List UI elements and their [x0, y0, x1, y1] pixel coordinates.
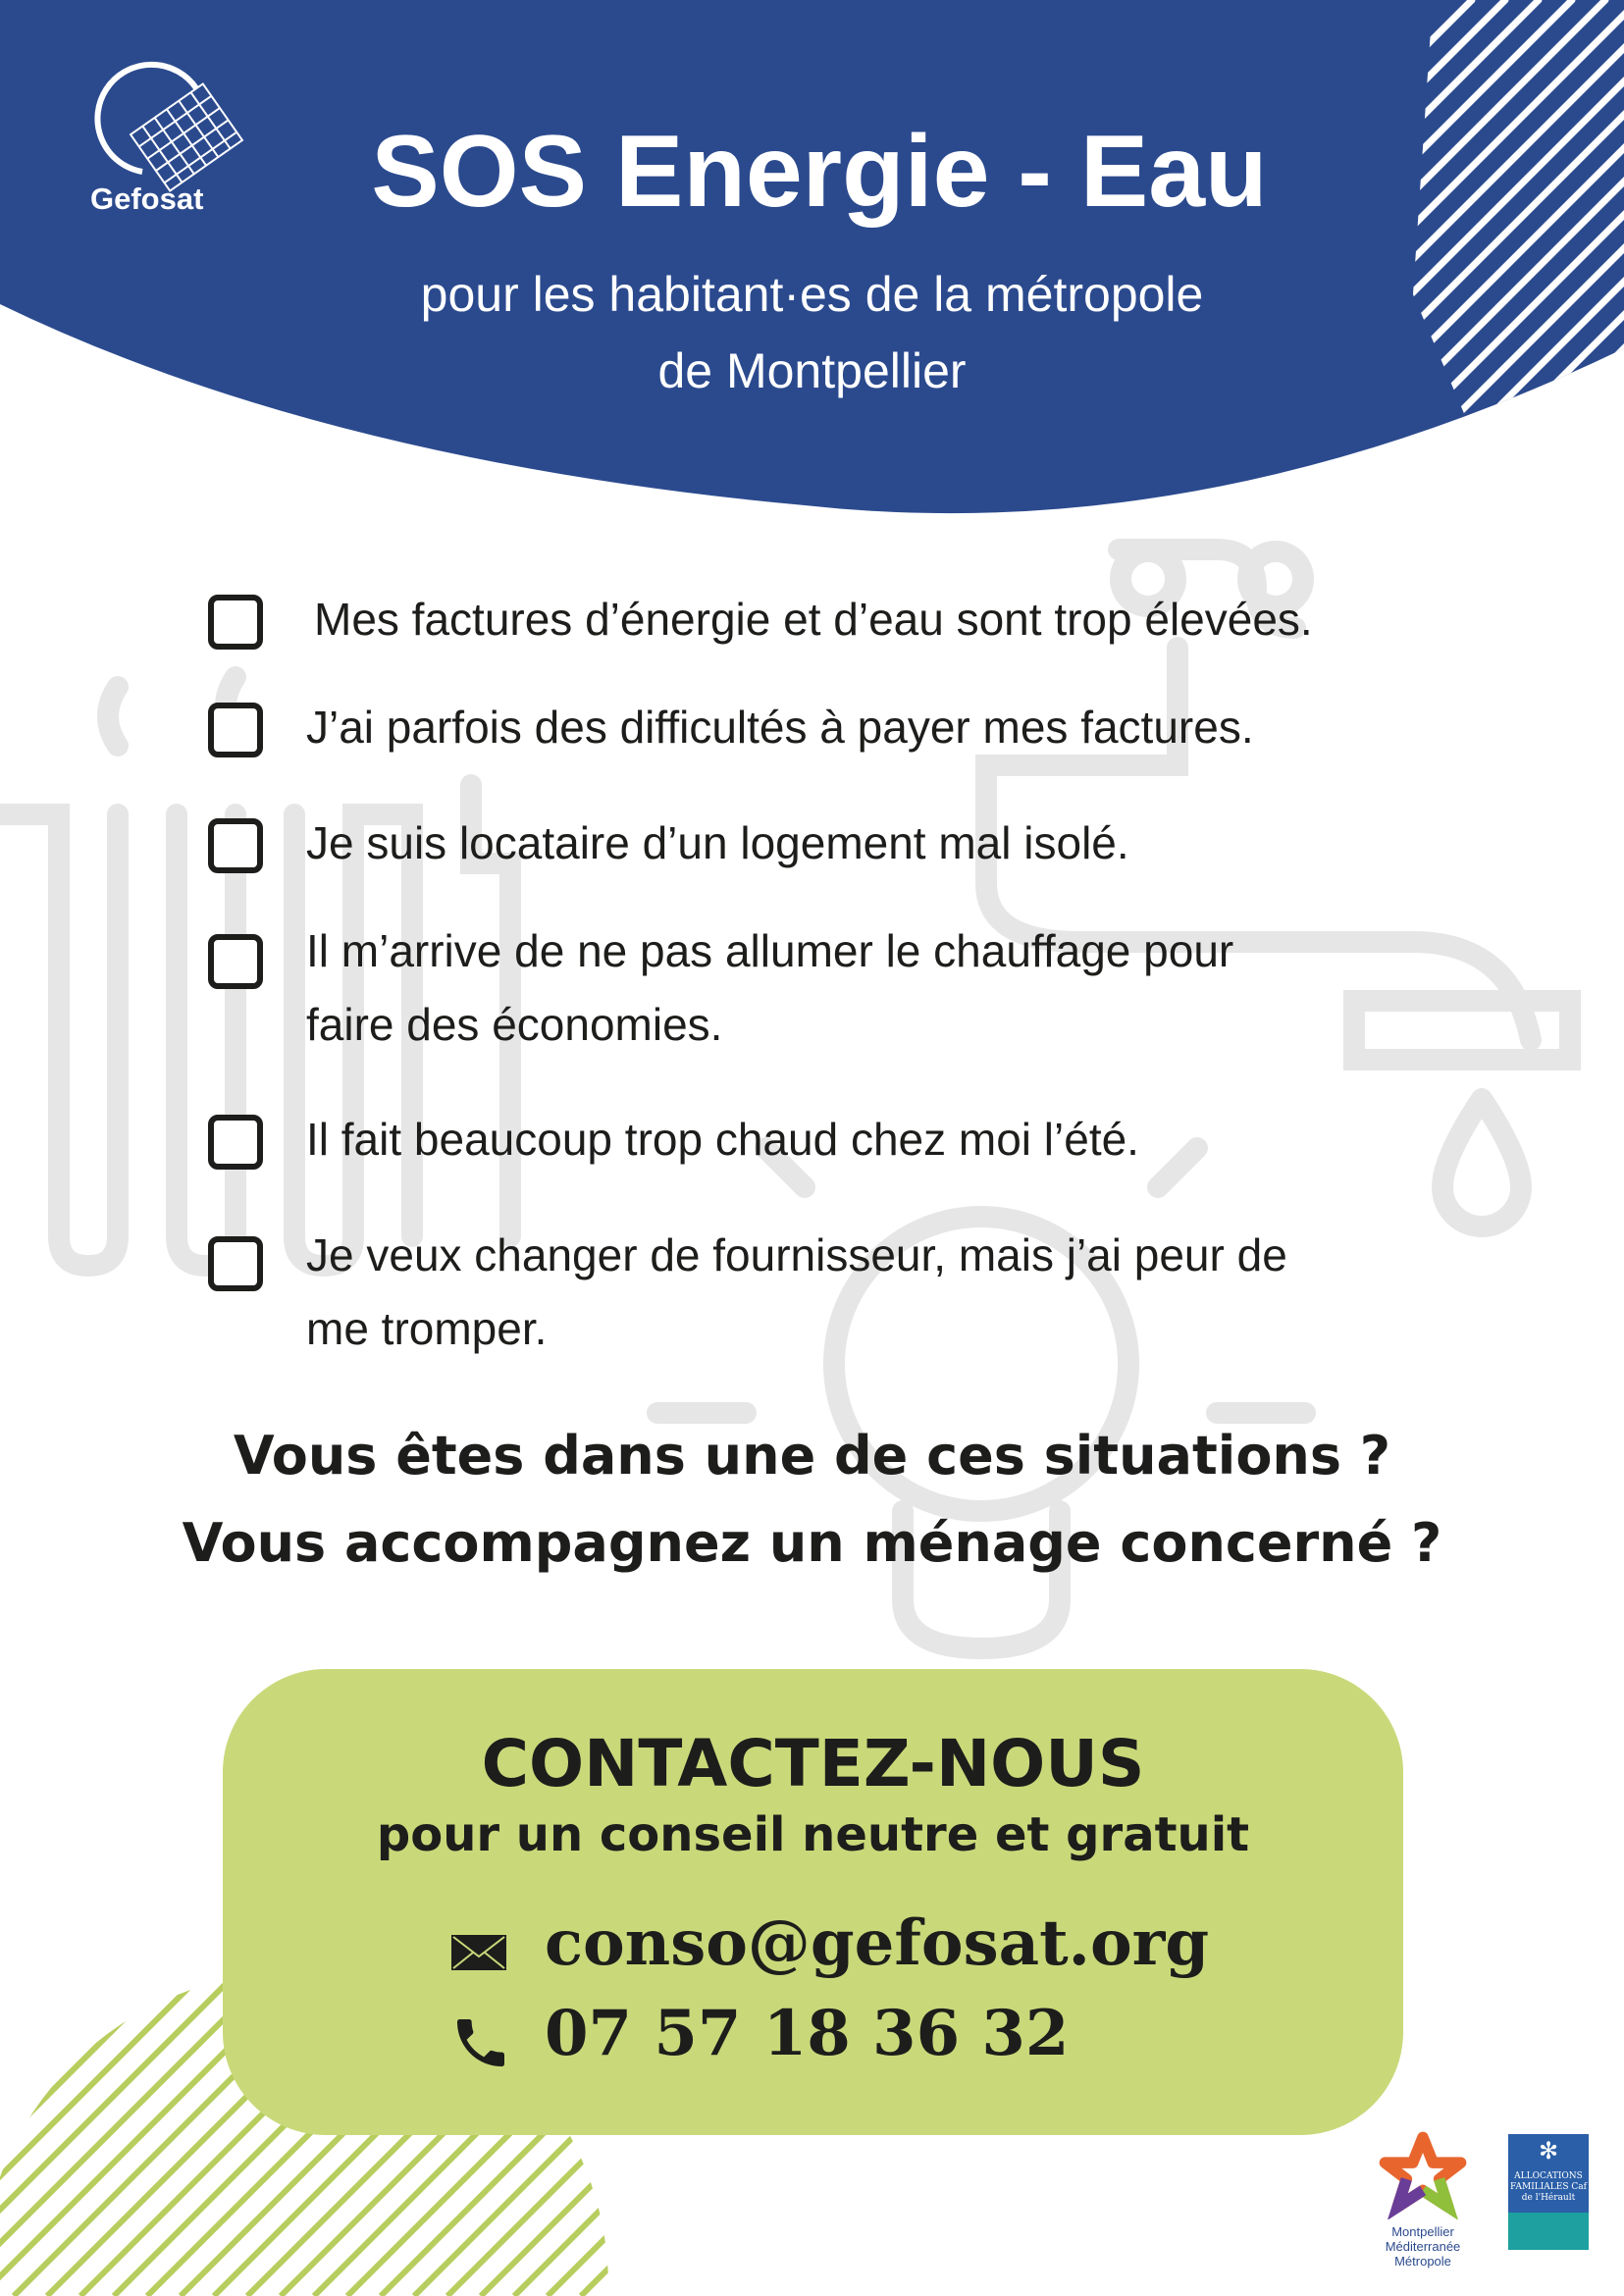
montpellier-logo-text: Montpellier Méditerranée Métropole [1385, 2224, 1461, 2269]
logo-text: Gefosat [90, 182, 204, 216]
item-text: faire des économies. [306, 999, 723, 1050]
phone-number[interactable]: 07 57 18 36 32 [545, 1997, 1070, 2070]
stripe [0, 1953, 24, 2296]
caf-logo [1508, 2134, 1589, 2250]
caf-emblem-icon: ✻ [1538, 2138, 1559, 2165]
checklist-item [306, 691, 1582, 764]
item-text: Il fait beaucoup trop chaud chez moi l’été. [306, 1114, 1139, 1165]
caf-logo-text: ALLOCATIONS FAMILIALES Caf de l'Hérault [1510, 2171, 1587, 2203]
checklist-item [306, 914, 1582, 1062]
checkbox[interactable] [208, 818, 263, 873]
phone-icon [449, 2011, 512, 2074]
email-link[interactable]: conso@gefosat.org [545, 1906, 1210, 1980]
subtitle-line-1: pour les habitant·es de la métropole [420, 267, 1204, 322]
item-text: J’ai parfois des difficultés à payer mes factures. [306, 702, 1254, 753]
item-text: Mes factures d’énergie et d’eau sont trop élevées. [314, 594, 1313, 645]
question-2: Vous accompagnez un ménage concerné ? [182, 1512, 1442, 1574]
stripe [0, 1953, 90, 2296]
montpellier-metropole-logo [1359, 2131, 1487, 2278]
question-1: Vous êtes dans une de ces situations ? [233, 1425, 1391, 1487]
item-text: me tromper. [306, 1303, 548, 1354]
contact-heading: CONTACTEZ-NOUS [481, 1726, 1145, 1801]
item-text: Je veux changer de fournisseur, mais j’ai peur de [306, 1229, 1287, 1280]
contact-subheading: pour un conseil neutre et gratuit [376, 1807, 1250, 1862]
checklist-item [306, 1219, 1582, 1366]
checklist-item [314, 583, 1590, 656]
item-text: Il m’arrive de ne pas allumer le chauffage pour [306, 925, 1234, 976]
checkbox[interactable] [208, 1236, 263, 1291]
checkbox[interactable] [208, 934, 263, 989]
envelope-icon [451, 1935, 506, 1970]
checkbox[interactable] [208, 1115, 263, 1170]
checklist-item [306, 807, 1582, 880]
checkbox[interactable] [208, 595, 263, 650]
page-title: SOS Energie - Eau [371, 115, 1268, 229]
checklist-item [306, 1103, 1582, 1176]
checkbox[interactable] [208, 703, 263, 757]
header-banner [0, 0, 1624, 513]
item-text: Je suis locataire d’un logement mal isolé. [306, 817, 1129, 868]
subtitle-line-2: de Montpellier [657, 343, 967, 398]
